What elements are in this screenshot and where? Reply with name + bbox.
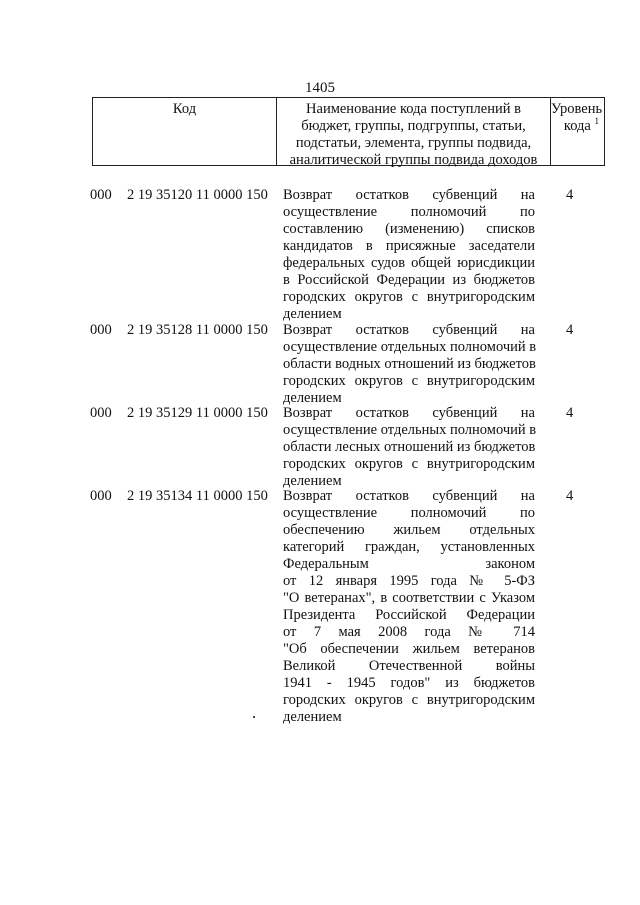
row-description	[283, 405, 535, 490]
row-admin-code: 000	[90, 405, 112, 421]
description-line: категорий граждан, установленных	[283, 539, 535, 555]
page-number: 1405	[305, 80, 335, 96]
row-admin-code: 000	[90, 322, 112, 338]
description-line: в Российской Федерации из бюджетов	[283, 272, 535, 288]
scan-speck	[253, 716, 255, 718]
name-column-header	[277, 98, 551, 168]
description-line: Возврат остатков субвенций на	[283, 405, 535, 421]
description-line: области водных отношений из бюджетов	[283, 356, 536, 372]
description-line: осуществление отдельных полномочий в	[283, 422, 537, 438]
name-header-line: бюджет, группы, подгруппы, статьи,	[301, 118, 526, 134]
description-line: городских округов с внутригородским	[283, 289, 535, 305]
row-admin-code: 000	[90, 488, 112, 504]
row-income-code: 2 19 35128 11 0000 150	[127, 322, 268, 338]
description-line: осуществление полномочий по	[283, 204, 535, 220]
level-column-header	[551, 98, 604, 165]
description-line: федеральных судов общей юрисдикции	[283, 255, 535, 271]
description-line: кандидатов в присяжные заседатели	[283, 238, 535, 254]
description-line: городских округов с внутригородским	[283, 456, 535, 472]
row-level: 4	[566, 405, 574, 421]
description-line: Президента Российской Федерации	[283, 607, 535, 623]
description-line: Возврат остатков субвенций на	[283, 187, 535, 203]
row-description	[283, 488, 535, 726]
level-header-line1: Уровень	[551, 101, 603, 117]
description-line: делением	[283, 709, 342, 725]
code-column-header: Код	[93, 98, 277, 165]
table-header	[92, 97, 605, 166]
name-header-line: Наименование кода поступлений в	[306, 101, 521, 117]
description-line: "Об обеспечении жильем ветеранов	[283, 641, 535, 657]
name-header-line: аналитической группы подвида доходов	[289, 152, 538, 168]
name-header-line: подстатьи, элемента, группы подвида,	[295, 135, 532, 151]
description-line: осуществление полномочий по	[283, 505, 535, 521]
row-income-code: 2 19 35120 11 0000 150	[127, 187, 268, 203]
row-income-code: 2 19 35134 11 0000 150	[127, 488, 268, 504]
level-header-line2	[551, 118, 599, 135]
description-line: области лесных отношений из бюджетов	[283, 439, 536, 455]
row-level: 4	[566, 488, 574, 504]
description-line: делением	[283, 306, 342, 322]
description-line: осуществление отдельных полномочий в	[283, 339, 537, 355]
description-line: от 7 мая 2008 года № 714	[283, 624, 535, 640]
description-line: Федеральным законом	[283, 556, 535, 572]
description-line: Возврат остатков субвенций на	[283, 322, 535, 338]
description-line: Возврат остатков субвенций на	[283, 488, 535, 504]
description-line: Великой Отечественной войны	[283, 658, 535, 674]
description-line: городских округов с внутригородским	[283, 373, 535, 389]
description-line: делением	[283, 390, 342, 406]
level-footnote-marker: 1	[594, 116, 599, 127]
description-line: обеспечению жильем отдельных	[283, 522, 535, 538]
level-header-kod: кода	[563, 118, 591, 134]
description-line: составлению (изменению) списков	[283, 221, 535, 237]
row-income-code: 2 19 35129 11 0000 150	[127, 405, 268, 421]
row-description	[283, 322, 535, 407]
row-description	[283, 187, 535, 323]
row-admin-code: 000	[90, 187, 112, 203]
row-level: 4	[566, 322, 574, 338]
description-line: от 12 января 1995 года № 5-ФЗ	[283, 573, 535, 589]
description-line: "О ветеранах", в соответствии с Указом	[283, 590, 535, 606]
description-line: городских округов с внутригородским	[283, 692, 535, 708]
description-line: 1941 - 1945 годов" из бюджетов	[283, 675, 535, 691]
description-line: делением	[283, 473, 342, 489]
row-level: 4	[566, 187, 574, 203]
